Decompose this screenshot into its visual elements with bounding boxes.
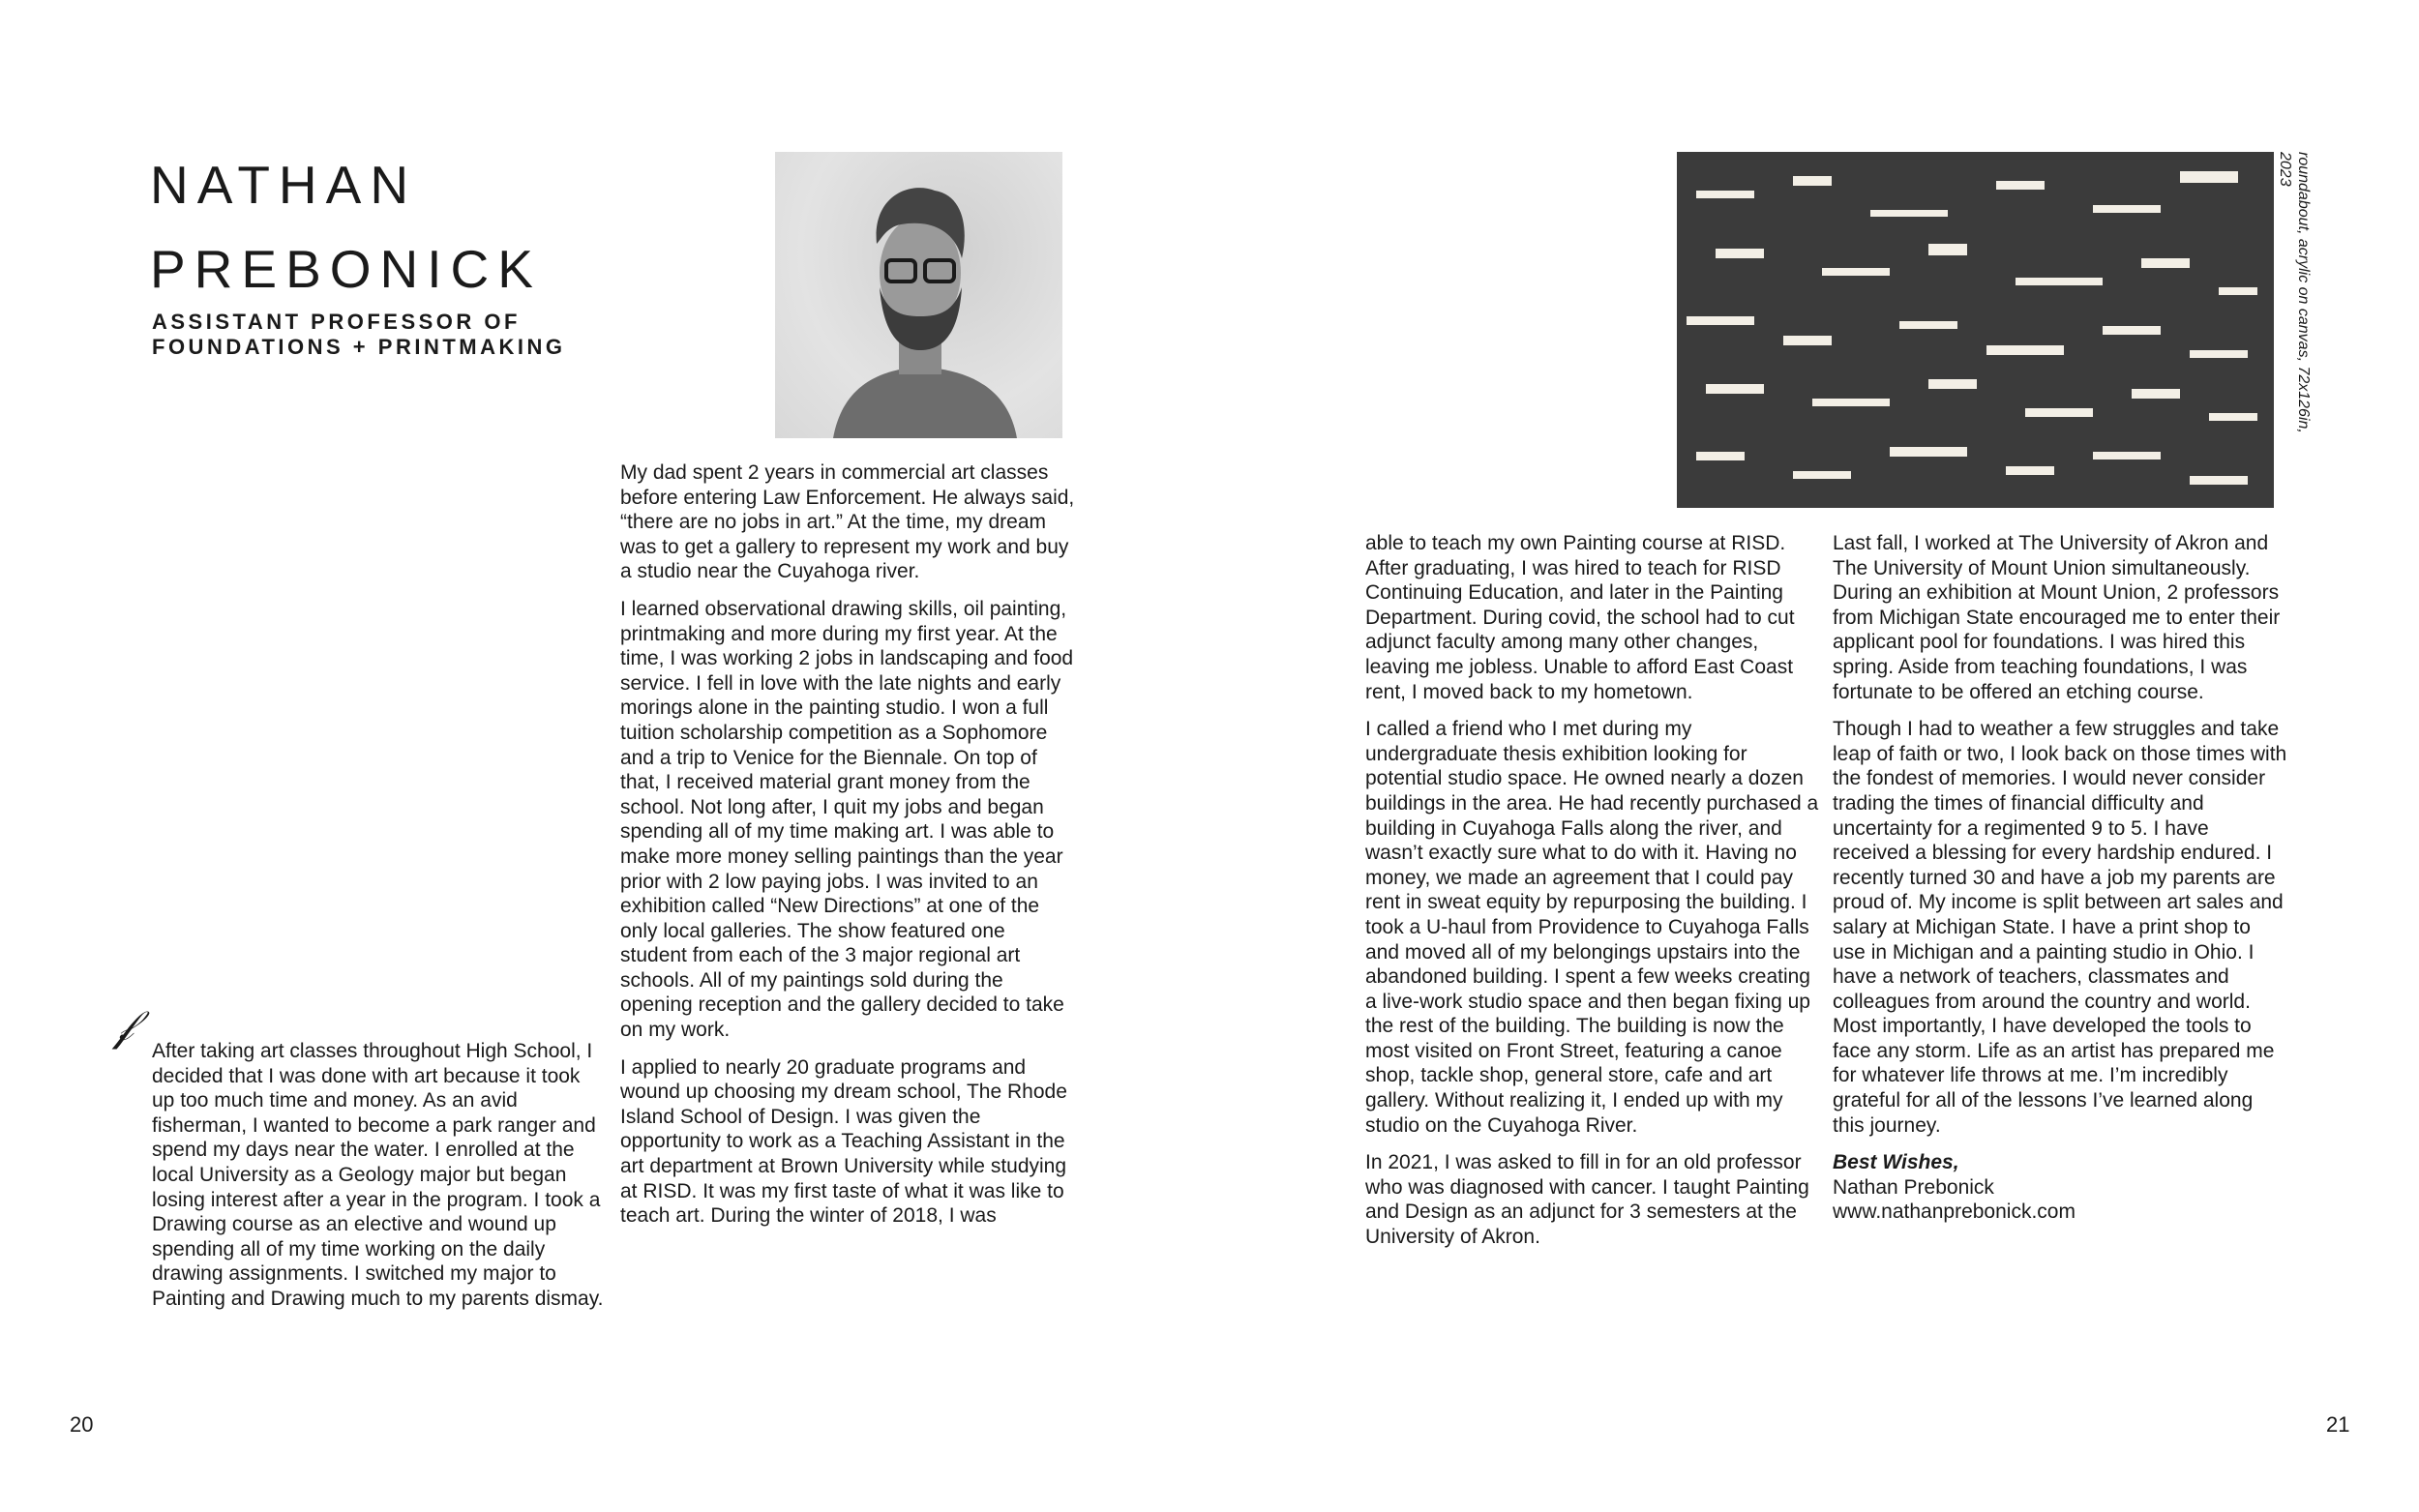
painting-caption	[2276, 152, 2314, 461]
paragraph: I applied to nearly 20 graduate programs and wound up choosing my dream school, The Rhode Island School of Design. I was given the opportunity to work as a Teaching Assistant in the art department at Brown University while studying at RISD. It was my first taste of what it was like to teach art. During the winter of 2018, I was	[620, 1055, 1067, 1228]
website-link[interactable]: www.nathanprebonick.com	[1833, 1201, 2076, 1224]
paragraph: I called a friend who I met during my undergraduate thesis exhibition looking for potential studio space. He owned nearly a dozen buildings in the area. He had recently purchased a building in Cuyahoga Falls along the river, and wasn’t exactly sure what to do with it. Having no money, we made an agreement that I could pay rent in sweat equity by repurposing the building. I took a U-haul from Providence to Cuyahoga Falls and moved all of my belongings upstairs into the abandoned building. I spent a few weeks creating a live-work studio space and then began fixing up the rest of the building. The building is now the most visited on Front Street, featuring a canoe shop, tackle shop, general store, cafe and art gallery. Without realizing it, I ended up with my studio on the Cuyahoga River.	[1365, 718, 1819, 1137]
page-number-left: 20	[70, 1412, 94, 1437]
abstract-painting	[1677, 152, 2274, 508]
title-line-1: ASSISTANT PROFESSOR OF	[152, 310, 521, 334]
portrait-photo	[775, 152, 1062, 438]
paragraph: able to teach my own Painting course at RISD. After graduating, I was hired to teach for RISD Continuing Education, and later in the Painting Department. During covid, the school had to cut adjunct faculty among many other changes, leaving me jobless. Unable to afford East Coast rent, I moved back to my hometown.	[1365, 532, 1795, 703]
text-column-4	[1833, 531, 2287, 1237]
title-line-2: FOUNDATIONS + PRINTMAKING	[152, 335, 566, 359]
paragraph: Though I had to weather a few struggles and take leap of faith or two, I look back on those times with the fondest of memories. I would never consider trading the times of financial difficulty and uncertainty for a regimented 9 to 5. I have received a blessing for every hardship endured. I recently turned 30 and have a job my parents are proud of. My income is split between art sales and salary at Michigan State. I have a print shop to use in Michigan and a painting studio in Ohio. I have a network of teachers, classmates and colleagues from around the country and world. Most importantly, I have developed the tools to face any storm. Life as an artist has prepared me for whatever life throws at me. I’m incredibly grateful for all of the lessons I’ve learned along this journey.	[1833, 718, 2287, 1137]
artist-title	[152, 310, 565, 360]
paragraph: In 2021, I was asked to fill in for an old professor who was diagnosed with cancer. I taught Painting and Design as an adjunct for 3 semesters at the University of Akron.	[1365, 1151, 1809, 1249]
signoff	[1833, 1150, 2287, 1225]
text-column-1	[152, 1039, 607, 1324]
signoff-name: Nathan Prebonick	[1833, 1175, 1994, 1199]
paragraph: My dad spent 2 years in commercial art classes before entering Law Enforcement. He always said, “there are no jobs in art.” At the time, my dream was to get a gallery to represent my work and buy a studio near the Cuyahoga river.	[620, 461, 1075, 583]
paragraph: After taking art classes throughout High School, I decided that I was done with art because it took up too much time and money. As an avid fisherman, I wanted to become a park ranger and spend my days near the water. I enrolled at the local University as a Geology major but began losing interest after a year in the program. I took a Drawing course as an elective and wound up spending all of my time working on the daily drawing assignments. I switched my major to Painting and Drawing much to my parents dismay.	[152, 1040, 604, 1310]
page-number-right: 21	[2326, 1412, 2350, 1437]
painting-image	[1677, 152, 2274, 508]
flourish-ornament-icon: 𝒻	[114, 1001, 134, 1051]
paragraph: Last fall, I worked at The University of Akron and The University of Mount Union simultaneously. During an exhibition at Mount Union, 2 professors from Michigan State encouraged me to enter their applicant pool for foundations. I was hired this spring. Aside from teaching foundations, I was fortunate to be offered an etching course.	[1833, 532, 2281, 703]
text-column-2	[620, 460, 1075, 1241]
text-column-3	[1365, 531, 1820, 1262]
name-line-2: PREBONICK	[150, 239, 542, 299]
artist-name	[150, 143, 542, 311]
paragraph: I learned observational drawing skills, oil painting, printmaking and more during my first year. At the time, I was working 2 jobs in landscaping and food service. I fell in love with the late nights and early morings alone in the painting studio. I won a full tuition scholarship competition as a Sophomore and a trip to Venice for the Biennale. On top of that, I received material grant money from the school. Not long after, I quit my jobs and began spending all of my time making art. I was able to make more money selling paintings than the year prior with 2 low paying jobs. I was invited to an exhibition called “New Directions” at one of the only local galleries. The show featured one student from each of the 3 major regional art schools. All of my paintings sold during the opening reception and the gallery decided to take on my work.	[620, 597, 1074, 1042]
portrait-image	[775, 152, 1062, 438]
name-line-1: NATHAN	[150, 155, 418, 215]
signoff-closing: Best Wishes,	[1833, 1151, 1959, 1174]
painting-caption-text: roundabout, acrylic on canvas, 72x126in, 2023	[2277, 152, 2312, 433]
